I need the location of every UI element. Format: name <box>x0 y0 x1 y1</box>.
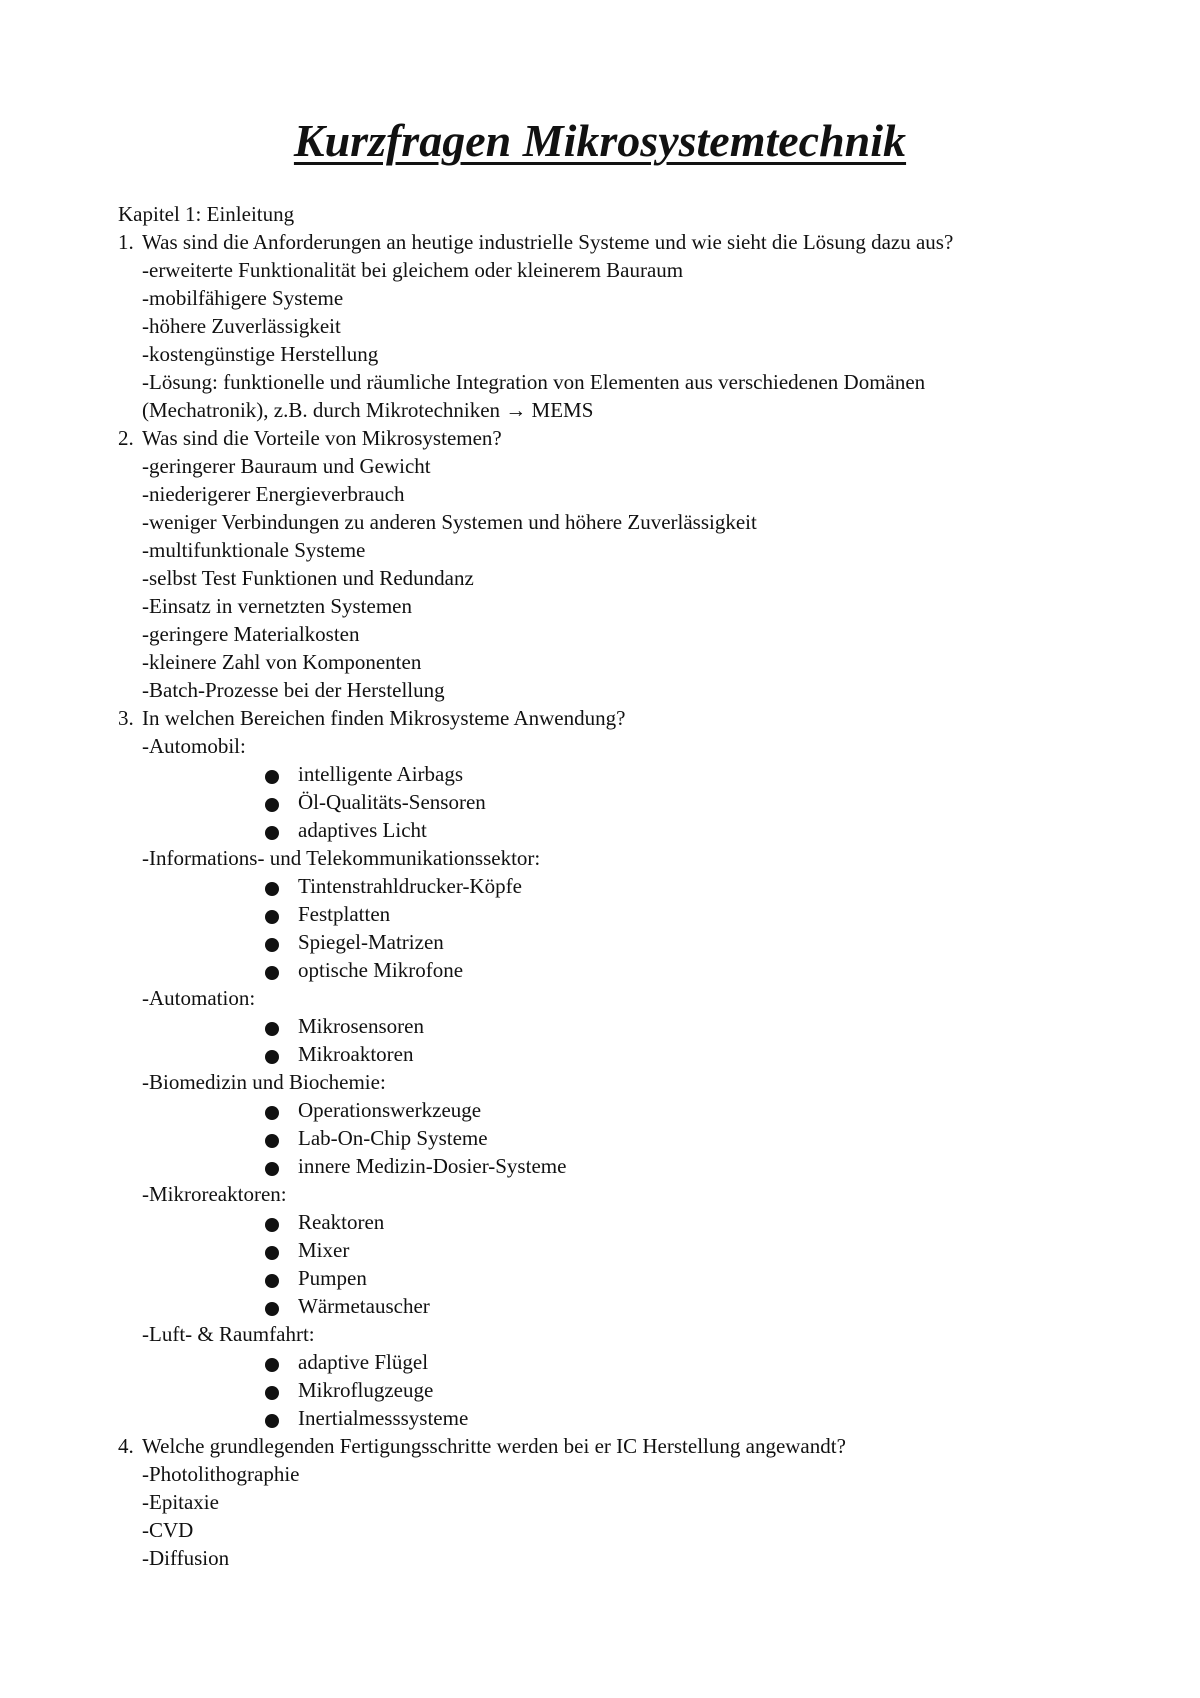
answer-line: -selbst Test Funktionen und Redundanz <box>142 566 474 590</box>
group-label: -Informations- und Telekommunikationssektor: <box>142 846 541 870</box>
bullet-item: Lab-On-Chip Systeme <box>118 1124 1118 1152</box>
bullet-item: Wärmetauscher <box>118 1292 1118 1320</box>
answer-line: -Photolithographie <box>142 1462 300 1486</box>
group-label: -Automation: <box>142 986 256 1010</box>
question-number: 4. <box>118 1434 134 1458</box>
bullet-dot-icon <box>265 1134 279 1148</box>
question-number: 1. <box>118 230 134 254</box>
bullet-dot-icon <box>265 1218 279 1232</box>
answer-line: -Epitaxie <box>142 1490 219 1514</box>
bullet-dot-icon <box>265 938 279 952</box>
bullet-item: optische Mikrofone <box>118 956 1118 984</box>
question-text: Was sind die Anforderungen an heutige industrielle Systeme und wie sieht die Lösung dazu aus? <box>142 230 954 254</box>
bullet-item: Mixer <box>118 1236 1118 1264</box>
group-label: -Luft- & Raumfahrt: <box>142 1322 315 1346</box>
bullet-item: Mikroaktoren <box>118 1040 1118 1068</box>
question-1 <box>118 228 1118 256</box>
answer-line: -Batch-Prozesse bei der Herstellung <box>142 678 445 702</box>
question-2 <box>118 424 1118 452</box>
bullet-dot-icon <box>265 826 279 840</box>
answer-line: -erweiterte Funktionalität bei gleichem oder kleinerem Bauraum <box>142 258 684 282</box>
bullet-dot-icon <box>265 1274 279 1288</box>
answer-line: -mobilfähigere Systeme <box>142 286 344 310</box>
question-text: Welche grundlegenden Fertigungsschritte werden bei er IC Herstellung angewandt? <box>142 1434 846 1458</box>
bullet-item: Spiegel-Matrizen <box>118 928 1118 956</box>
bullet-item: Inertialmesssysteme <box>118 1404 1118 1432</box>
bullet-item: Operationswerkzeuge <box>118 1096 1118 1124</box>
bullet-item: innere Medizin-Dosier-Systeme <box>118 1152 1118 1180</box>
bullet-item: adaptive Flügel <box>118 1348 1118 1376</box>
answer-line: -CVD <box>142 1518 194 1542</box>
group-label: -Mikroreaktoren: <box>142 1182 287 1206</box>
bullet-item: Öl-Qualitäts-Sensoren <box>118 788 1118 816</box>
document-title: Kurzfragen Mikrosystemtechnik <box>293 115 907 166</box>
answer-line: -kostengünstige Herstellung <box>142 342 379 366</box>
bullet-item: Reaktoren <box>118 1208 1118 1236</box>
bullet-dot-icon <box>265 1050 279 1064</box>
question-number: 3. <box>118 706 134 730</box>
bullet-dot-icon <box>265 1022 279 1036</box>
bullet-dot-icon <box>265 1106 279 1120</box>
answer-line: -multifunktionale Systeme <box>142 538 366 562</box>
question-number: 2. <box>118 426 134 450</box>
bullet-dot-icon <box>265 1162 279 1176</box>
bullet-dot-icon <box>265 1302 279 1316</box>
document-body <box>118 200 1118 1572</box>
answer-line: -Lösung: funktionelle und räumliche Integration von Elementen aus verschiedenen Domänen <box>142 370 926 394</box>
bullet-item: adaptives Licht <box>118 816 1118 844</box>
group-label: -Automobil: <box>142 734 246 758</box>
bullet-item: Tintenstrahldrucker-Köpfe <box>118 872 1118 900</box>
answer-line: -höhere Zuverlässigkeit <box>142 314 341 338</box>
bullet-item: Mikrosensoren <box>118 1012 1118 1040</box>
question-text: In welchen Bereichen finden Mikrosysteme Anwendung? <box>142 706 626 730</box>
question-3 <box>118 704 1118 732</box>
bullet-dot-icon <box>265 910 279 924</box>
bullet-item: Pumpen <box>118 1264 1118 1292</box>
answer-line: -kleinere Zahl von Komponenten <box>142 650 422 674</box>
chapter-heading: Kapitel 1: Einleitung <box>118 202 295 226</box>
group-label: -Biomedizin und Biochemie: <box>142 1070 386 1094</box>
answer-line: -Diffusion <box>142 1546 230 1570</box>
question-text: Was sind die Vorteile von Mikrosystemen? <box>142 426 502 450</box>
bullet-dot-icon <box>265 1358 279 1372</box>
bullet-dot-icon <box>265 882 279 896</box>
answer-line: -geringere Materialkosten <box>142 622 360 646</box>
answer-line: -geringerer Bauraum und Gewicht <box>142 454 431 478</box>
answer-line: -Einsatz in vernetzten Systemen <box>142 594 412 618</box>
question-4 <box>118 1432 1118 1460</box>
bullet-dot-icon <box>265 798 279 812</box>
bullet-dot-icon <box>265 1414 279 1428</box>
bullet-dot-icon <box>265 770 279 784</box>
bullet-dot-icon <box>265 966 279 980</box>
bullet-item: Festplatten <box>118 900 1118 928</box>
bullet-item: intelligente Airbags <box>118 760 1118 788</box>
answer-line: -weniger Verbindungen zu anderen Systemen und höhere Zuverlässigkeit <box>142 510 757 534</box>
answer-line: (Mechatronik), z.B. durch Mikrotechniken → MEMS <box>142 398 594 422</box>
bullet-dot-icon <box>265 1386 279 1400</box>
bullet-dot-icon <box>265 1246 279 1260</box>
answer-line: -niederigerer Energieverbrauch <box>142 482 405 506</box>
bullet-item: Mikroflugzeuge <box>118 1376 1118 1404</box>
